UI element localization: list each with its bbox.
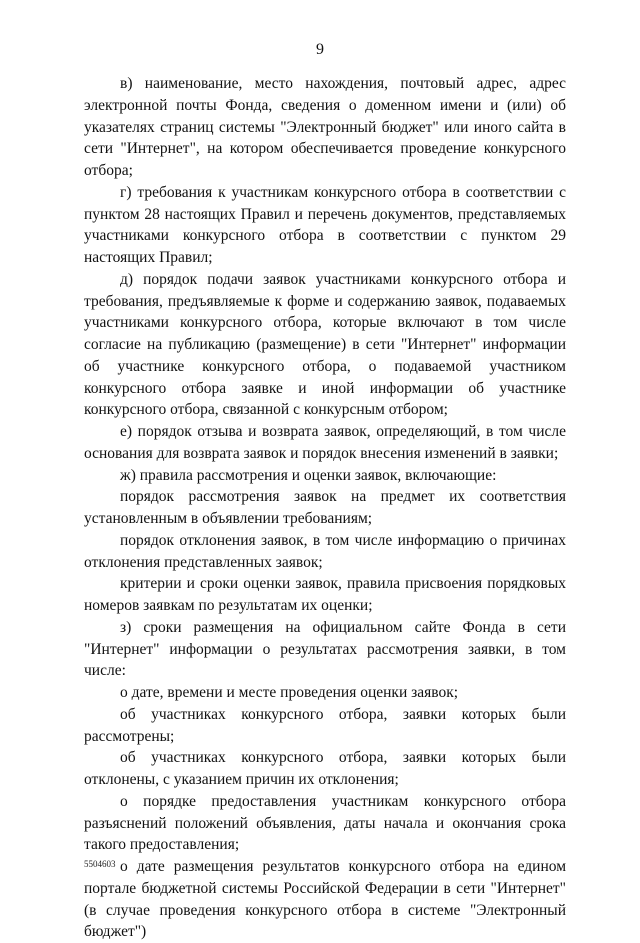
paragraph: в) наименование, место нахождения, почтовый адрес, адрес электронной почты Фонда, сведения о доменном имени и (или) об указателях страниц системы "Электронный бюджет" или иного сайта в сети "Интернет", на котором обеспечивается проведение конкурсного отбора; xyxy=(84,75,566,179)
page-number: 9 xyxy=(316,41,324,58)
paragraph: ж) правила рассмотрения и оценки заявок, включающие: xyxy=(120,466,497,484)
document-code: 5504603 xyxy=(84,859,116,869)
paragraph: о дате размещения результатов конкурсного отбора на едином портале бюджетной системы Российской Федерации в сети "Интернет" (в случае проведения конкурсного отбора в системе "Электронный бюджет") xyxy=(84,858,566,941)
paragraph: д) порядок подачи заявок участниками конкурсного отбора и требования, предъявляемые к форме и содержанию заявок, подаваемых участниками конкурсного отбора, которые включают в том числе согласие на публикацию (размещение) в сети "Интернет" информации об участнике конкурсного отбора, о подаваемой участником конкурсного отбора заявке и иной информации об участнике конкурсного отбора, связанной с конкурсным отбором; xyxy=(84,270,566,419)
paragraph: о порядке предоставления участникам конкурсного отбора разъяснений положений объявления, даты начала и окончания срока такого предоставления; xyxy=(84,792,566,854)
paragraph: порядок отклонения заявок, в том числе информацию о причинах отклонения представленных заявок; xyxy=(84,531,566,571)
paragraph: порядок рассмотрения заявок на предмет их соответствия установленным в объявлении требованиям; xyxy=(84,488,566,527)
paragraph: г) требования к участникам конкурсного отбора в соответствии с пунктом 28 настоящих Правил и перечень документов, представляемых участниками конкурсного отбора в соответствии с пунктом 29 настоящих Правил; xyxy=(84,183,566,266)
paragraph: е) порядок отзыва и возврата заявок, определяющий, в том числе основания для возврата заявок и порядок внесения изменений в заявки; xyxy=(84,423,566,462)
paragraph: об участниках конкурсного отбора, заявки которых были отклонены, с указанием причин их отклонения; xyxy=(84,749,566,788)
paragraph: з) сроки размещения на официальном сайте Фонда в сети "Интернет" информации о результатах рассмотрения заявки, в том числе: xyxy=(84,618,566,680)
body-text xyxy=(84,73,566,943)
paragraph: об участниках конкурсного отбора, заявки которых были рассмотрены; xyxy=(84,705,566,745)
paragraph: критерии и сроки оценки заявок, правила присвоения порядковых номеров заявкам по результатам их оценки; xyxy=(84,575,566,614)
paragraph: о дате, времени и месте проведения оценки заявок; xyxy=(120,684,459,701)
